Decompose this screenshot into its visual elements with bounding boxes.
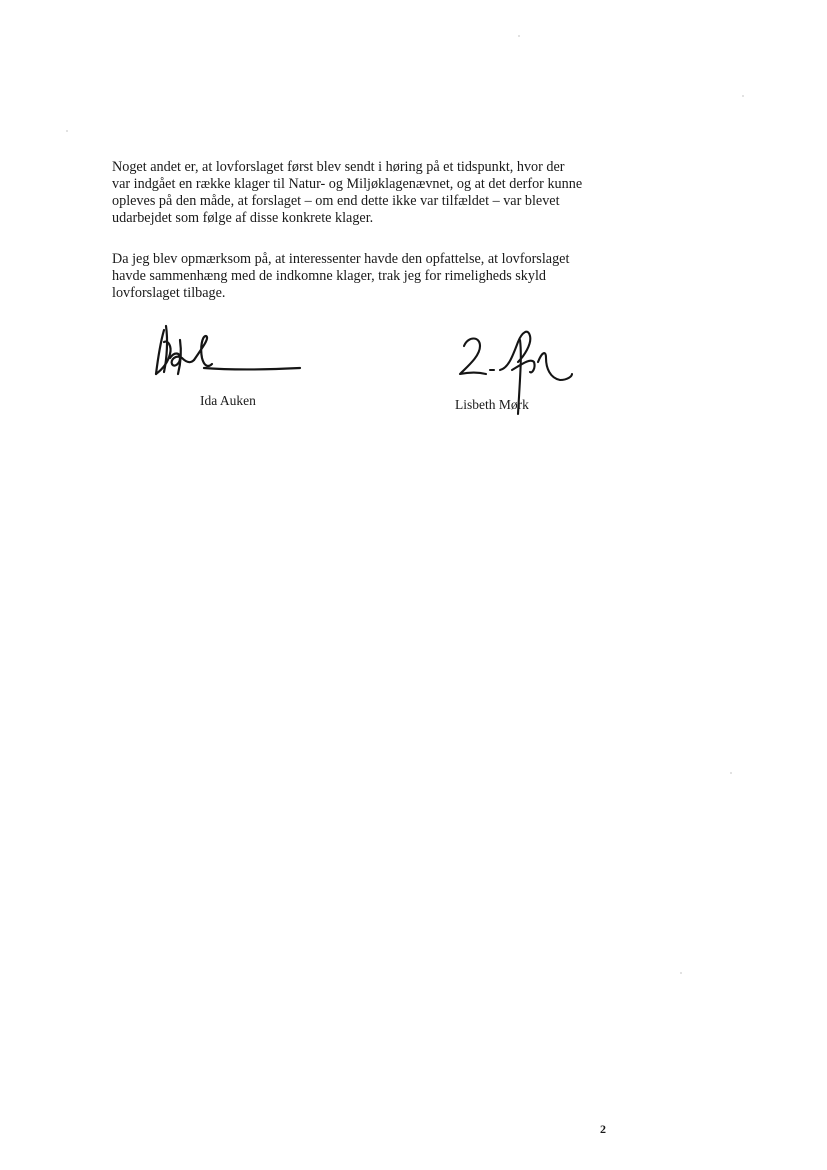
text-line: havde sammenhæng med de indkomne klager, trak jeg for rimeligheds skyld [112,268,547,284]
signer-name-ida-auken: Ida Auken [200,393,256,408]
signer-name-lisbeth-mork: Lisbeth Mørk [455,397,529,412]
scan-speck [680,972,682,974]
paragraph-2 [112,251,632,302]
scan-speck [742,95,744,97]
signature-ida-auken [150,318,310,383]
text-line: Noget andet er, at lovforslaget først blev sendt i høring på et tidspunkt, hvor der [112,159,565,175]
text-line: var indgået en række klager til Natur- og Miljøklagenævnet, og at det derfor kunne [112,176,583,192]
text-line: lovforslaget tilbage. [112,285,226,301]
page-number: 2 [600,1122,606,1136]
text-line: Da jeg blev opmærksom på, at interessenter havde den opfattelse, at lovforslaget [112,251,570,267]
paragraph-1 [112,159,632,227]
scan-speck [730,772,732,774]
text-line: opleves på den måde, at forslaget – om end dette ikke var tilfældet – var blevet [112,193,560,209]
scan-speck [66,130,68,132]
scan-speck [518,35,520,37]
text-line: udarbejdet som følge af disse konkrete klager. [112,210,374,226]
